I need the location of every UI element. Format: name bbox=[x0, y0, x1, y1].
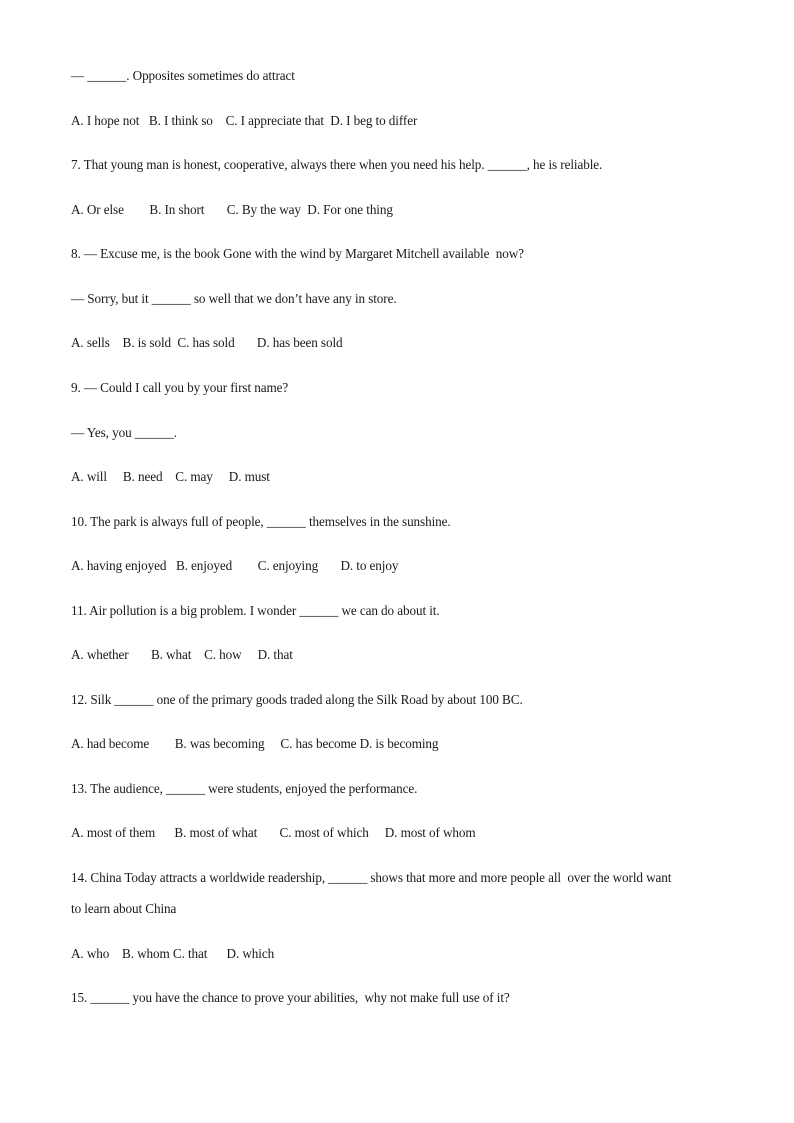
question-14-line-2: to learn about China bbox=[71, 901, 177, 916]
question-13: 13. The audience, ______ were students, enjoyed the performance. bbox=[71, 781, 418, 796]
options-question-8: A. sells B. is sold C. has sold D. has been sold bbox=[71, 335, 343, 350]
question-10: 10. The park is always full of people, ______ themselves in the sunshine. bbox=[71, 514, 451, 529]
answer-line-6: — ______. Opposites sometimes do attract bbox=[71, 68, 295, 83]
question-12: 12. Silk ______ one of the primary goods traded along the Silk Road by about 100 BC. bbox=[71, 692, 523, 707]
question-15: 15. ______ you have the chance to prove your abilities, why not make full use of it? bbox=[71, 990, 510, 1005]
options-question-6: A. I hope not B. I think so C. I appreciate that D. I beg to differ bbox=[71, 113, 418, 128]
options-question-14: A. who B. whom C. that D. which bbox=[71, 946, 275, 961]
question-8-reply: — Sorry, but it ______ so well that we don’t have any in store. bbox=[71, 291, 397, 306]
options-question-12: A. had become B. was becoming C. has become D. is becoming bbox=[71, 736, 439, 751]
options-question-9: A. will B. need C. may D. must bbox=[71, 469, 270, 484]
question-11: 11. Air pollution is a big problem. I wonder ______ we can do about it. bbox=[71, 603, 440, 618]
options-question-13: A. most of them B. most of what C. most of which D. most of whom bbox=[71, 825, 476, 840]
options-question-7: A. Or else B. In short C. By the way D. For one thing bbox=[71, 202, 393, 217]
question-9-prompt: 9. — Could I call you by your first name? bbox=[71, 380, 289, 395]
options-question-10: A. having enjoyed B. enjoyed C. enjoying D. to enjoy bbox=[71, 558, 399, 573]
question-9-reply: — Yes, you ______. bbox=[71, 425, 177, 440]
question-14-line-1: 14. China Today attracts a worldwide readership, ______ shows that more and more people all over the world want bbox=[71, 870, 672, 885]
question-8-prompt: 8. — Excuse me, is the book Gone with the wind by Margaret Mitchell available now? bbox=[71, 246, 524, 261]
question-7: 7. That young man is honest, cooperative, always there when you need his help. ______, he is reliable. bbox=[71, 157, 603, 172]
options-question-11: A. whether B. what C. how D. that bbox=[71, 647, 293, 662]
